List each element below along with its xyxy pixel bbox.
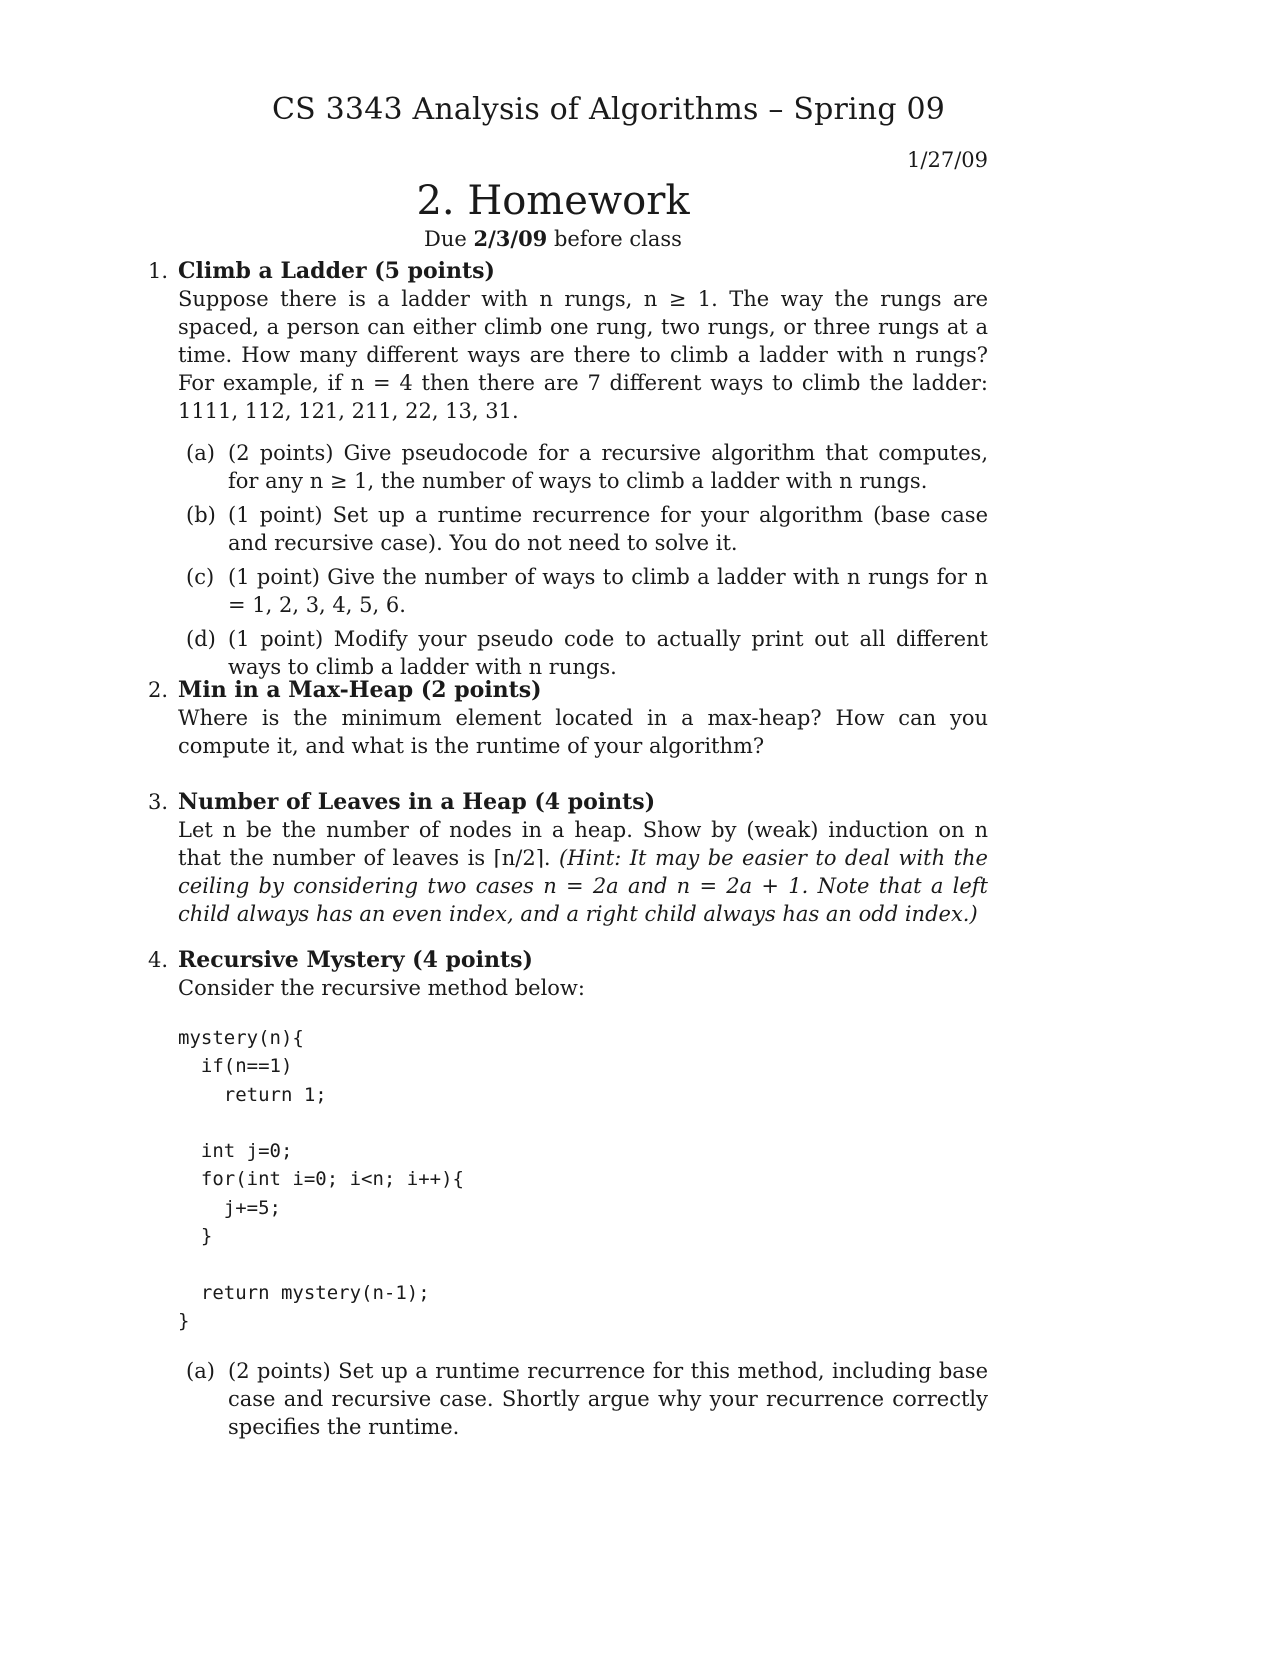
problem-statement: Let n be the number of nodes in a heap. Show by (weak) induction on n that the number of leaves is ⌈n/2⌉. bbox=[178, 818, 988, 870]
problem-text: Suppose there is a ladder with n rungs, n ≥ 1. The way the rungs are spaced, a person can either climb one rung, two rungs, or three rungs at a time. How many different ways are there to climb a ladder with n rungs? For example, if n = 4 then there are 7 different ways to climb the ladder: 1111, 112, 121, 211, 22, 13, 31. bbox=[178, 287, 988, 423]
course-title: CS 3343 Analysis of Algorithms – Spring 09 bbox=[272, 92, 946, 127]
subpart-label: (b) bbox=[186, 503, 216, 527]
assignment-date: 1/27/09 bbox=[907, 148, 988, 172]
due-prefix: Due bbox=[424, 227, 474, 251]
subpart-label: (c) bbox=[186, 565, 215, 589]
problem-1 bbox=[148, 257, 988, 687]
subparts-list bbox=[186, 1357, 988, 1441]
problem-title: Climb a Ladder (5 points) bbox=[178, 258, 495, 284]
problem-number: 1. bbox=[148, 259, 169, 283]
problem-number: 3. bbox=[148, 790, 169, 814]
problem-text: Where is the minimum element located in a max-heap? How can you compute it, and what is the runtime of your algorithm? bbox=[178, 706, 988, 758]
due-suffix: before class bbox=[547, 227, 682, 251]
problem-2 bbox=[148, 676, 988, 760]
subpart-text: (1 point) Modify your pseudo code to actually print out all different ways to climb a ladder with n rungs. bbox=[228, 627, 988, 679]
problem-title: Recursive Mystery (4 points) bbox=[178, 947, 533, 973]
code-listing: mystery(n){ if(n==1) return 1; int j=0; for(int i=0; i<n; i++){ j+=5; } return mystery(n-1); } bbox=[178, 1027, 464, 1332]
problem-number: 4. bbox=[148, 948, 169, 972]
problem-body bbox=[178, 788, 988, 928]
problem-body bbox=[178, 676, 988, 760]
problem-hint: (Hint: It may be easier to deal with the ceiling by considering two cases n = 2a and n = 2a + 1. Note that a left child always has an even index, and a right child always has an odd index.) bbox=[178, 846, 988, 926]
problem-text: Consider the recursive method below: bbox=[178, 976, 585, 1000]
problem-title: Number of Leaves in a Heap (4 points) bbox=[178, 789, 656, 815]
subpart-text: (1 point) Give the number of ways to climb a ladder with n rungs for n = 1, 2, 3, 4, 5, 6. bbox=[228, 565, 988, 617]
subparts-list bbox=[186, 439, 988, 681]
problem-title: Min in a Max-Heap (2 points) bbox=[178, 677, 542, 703]
subpart-text: (1 point) Set up a runtime recurrence for your algorithm (base case and recursive case). You do not need to solve it. bbox=[228, 503, 988, 555]
subpart-text: (2 points) Give pseudocode for a recursive algorithm that computes, for any n ≥ 1, the number of ways to climb a ladder with n rungs. bbox=[228, 441, 988, 493]
subpart-a bbox=[186, 439, 988, 495]
homework-title: 2. Homework bbox=[416, 178, 690, 224]
subpart-c bbox=[186, 563, 988, 619]
problem-3 bbox=[148, 788, 988, 928]
subpart-a bbox=[186, 1357, 988, 1441]
due-date: 2/3/09 bbox=[473, 226, 548, 251]
subpart-label: (a) bbox=[186, 1359, 215, 1384]
subpart-label: (a) bbox=[186, 441, 215, 465]
problem-body bbox=[178, 257, 988, 425]
problem-text bbox=[178, 816, 988, 928]
subpart-label: (d) bbox=[186, 627, 216, 651]
subpart-text: (2 points) Set up a runtime recurrence for this method, including base case and recursive case. Shortly argue why your recurrence correctly specifies the runtime. bbox=[228, 1359, 988, 1440]
subpart-b bbox=[186, 501, 988, 557]
problem-body bbox=[178, 946, 988, 1335]
due-line bbox=[0, 226, 1106, 251]
problem-4 bbox=[148, 946, 988, 1447]
subpart-d bbox=[186, 625, 988, 681]
problem-number: 2. bbox=[148, 678, 169, 702]
